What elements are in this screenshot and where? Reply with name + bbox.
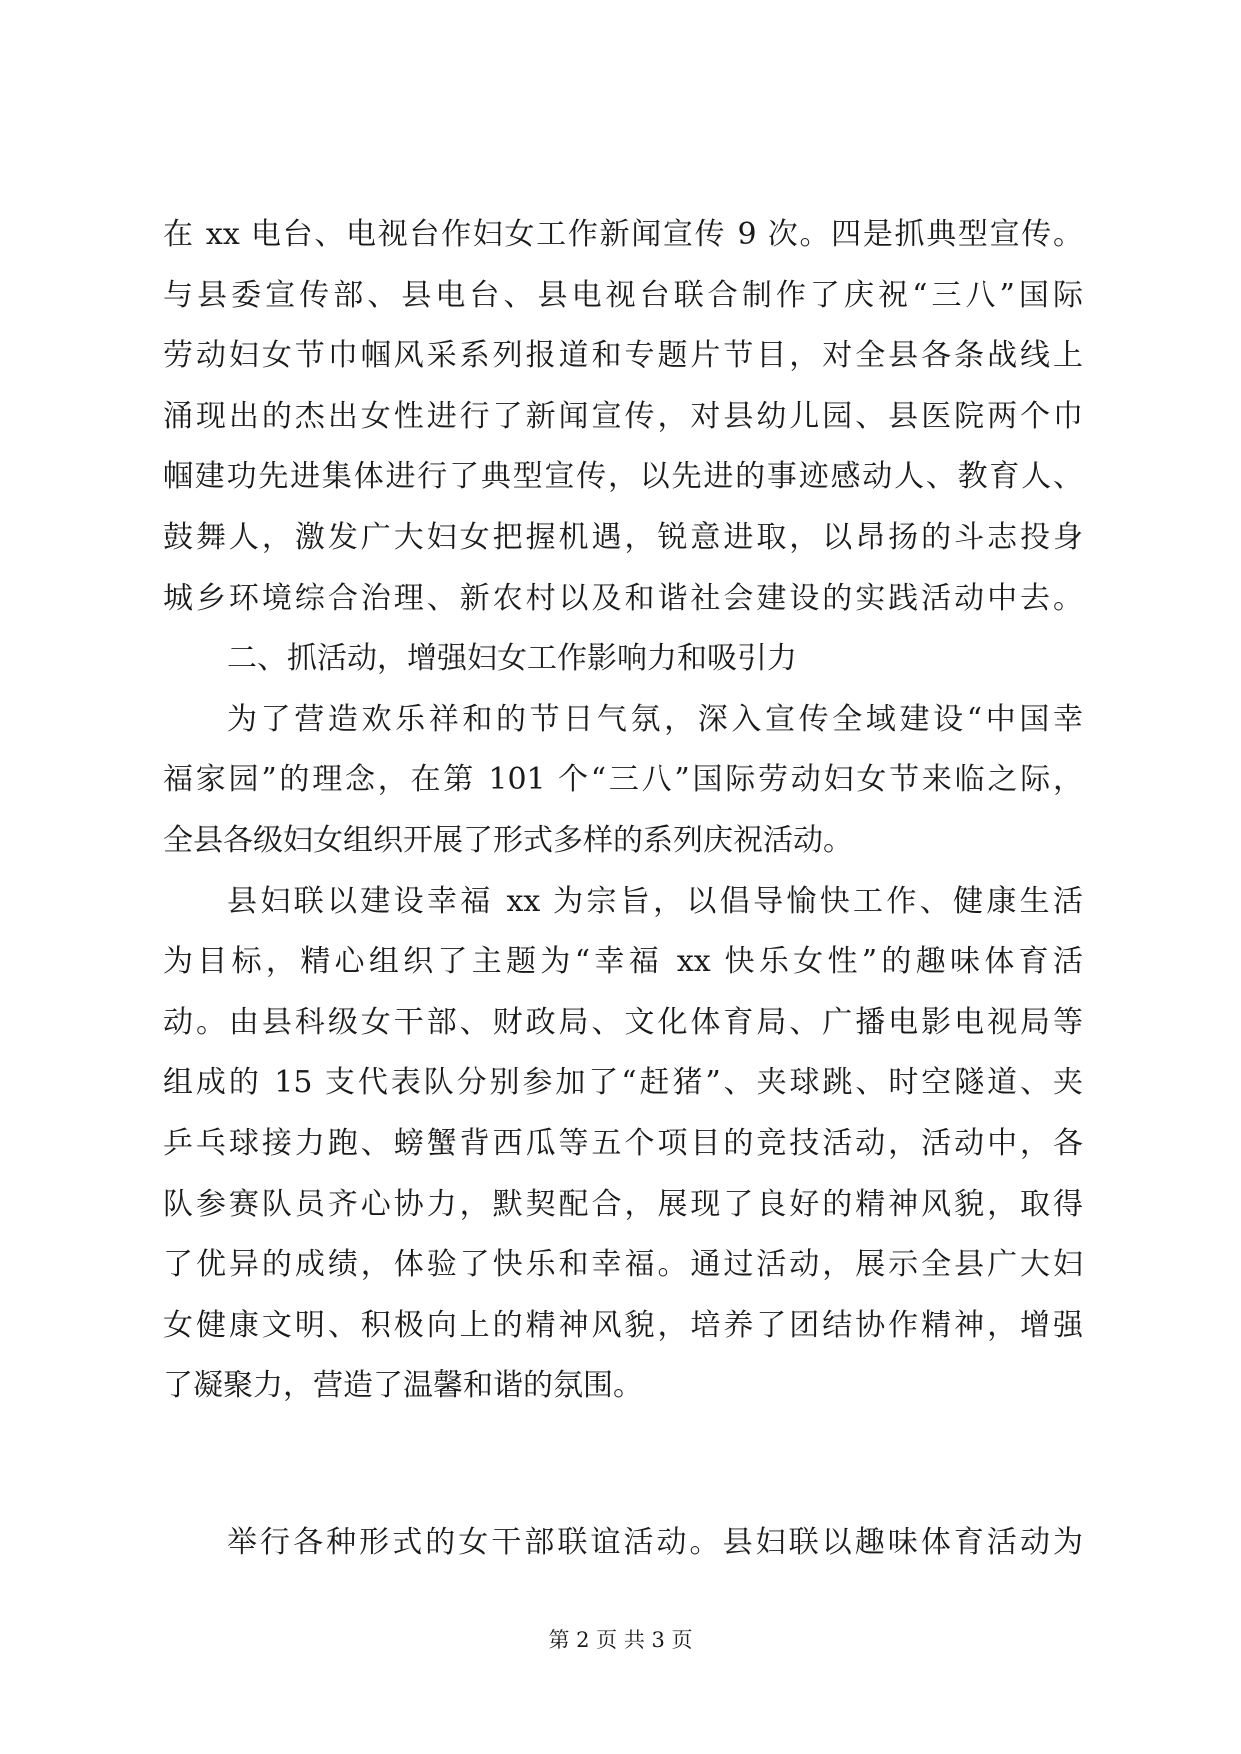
paragraph-line: 劳动妇女节巾帼风采系列报道和专题片节目，对全县各条战线上 <box>163 338 1083 374</box>
paragraph-line: 了优异的成绩，体验了快乐和幸福。通过活动，展示全县广大妇 <box>163 1247 1083 1283</box>
paragraph-line: 县妇联以建设幸福 xx 为宗旨，以倡导愉快工作、健康生活 <box>227 883 1083 919</box>
paragraph-line: 组成的 15 支代表队分别参加了“赶猪”、夹球跳、时空隧道、夹 <box>163 1065 1083 1101</box>
paragraph-line: 鼓舞人，激发广大妇女把握机遇，锐意进取，以昂扬的斗志投身 <box>163 519 1083 555</box>
paragraph-line: 城乡环境综合治理、新农村以及和谐社会建设的实践活动中去。 <box>163 580 1083 616</box>
paragraph-line: 举行各种形式的女干部联谊活动。县妇联以趣味体育活动为 <box>227 1525 1083 1560</box>
paragraph-line: 在 xx 电台、电视台作妇女工作新闻宣传 9 次。四是抓典型宣传。 <box>163 217 1083 252</box>
paragraph-line: 为目标，精心组织了主题为“幸福 xx 快乐女性”的趣味体育活 <box>163 944 1083 980</box>
paragraph-line: 为了营造欢乐祥和的节日气氛，深入宣传全域建设“中国幸 <box>227 701 1083 737</box>
body-text-continued <box>163 1513 1083 1574</box>
paragraph-line: 队参赛队员齐心协力，默契配合，展现了良好的精神风貌，取得 <box>163 1186 1083 1222</box>
paragraph-line: 动。由县科级女干部、财政局、文化体育局、广播电影电视局等 <box>163 1004 1083 1040</box>
paragraph-line: 了凝聚力，营造了温馨和谐的氛围。 <box>163 1368 643 1404</box>
paragraph-line: 女健康文明、积极向上的精神风貌，培养了团结协作精神，增强 <box>163 1307 1083 1343</box>
paragraph-line: 福家园”的理念，在第 101 个“三八”国际劳动妇女节来临之际， <box>163 762 1083 798</box>
paragraph-line: 乒乓球接力跑、螃蟹背西瓜等五个项目的竞技活动，活动中，各 <box>163 1125 1083 1161</box>
paragraph-line: 帼建功先进集体进行了典型宣传，以先进的事迹感动人、教育人、 <box>163 459 1083 495</box>
body-text <box>163 205 1083 1417</box>
page-number-footer: 第 2 页 共 3 页 <box>548 1628 693 1652</box>
section-heading: 二、抓活动，增强妇女工作影响力和吸引力 <box>227 641 797 677</box>
paragraph-line: 与县委宣传部、县电台、县电视台联合制作了庆祝“三八”国际 <box>163 277 1083 313</box>
paragraph-line: 涌现出的杰出女性进行了新闻宣传，对县幼儿园、县医院两个巾 <box>163 398 1083 434</box>
paragraph-line: 全县各级妇女组织开展了形式多样的系列庆祝活动。 <box>163 822 853 858</box>
